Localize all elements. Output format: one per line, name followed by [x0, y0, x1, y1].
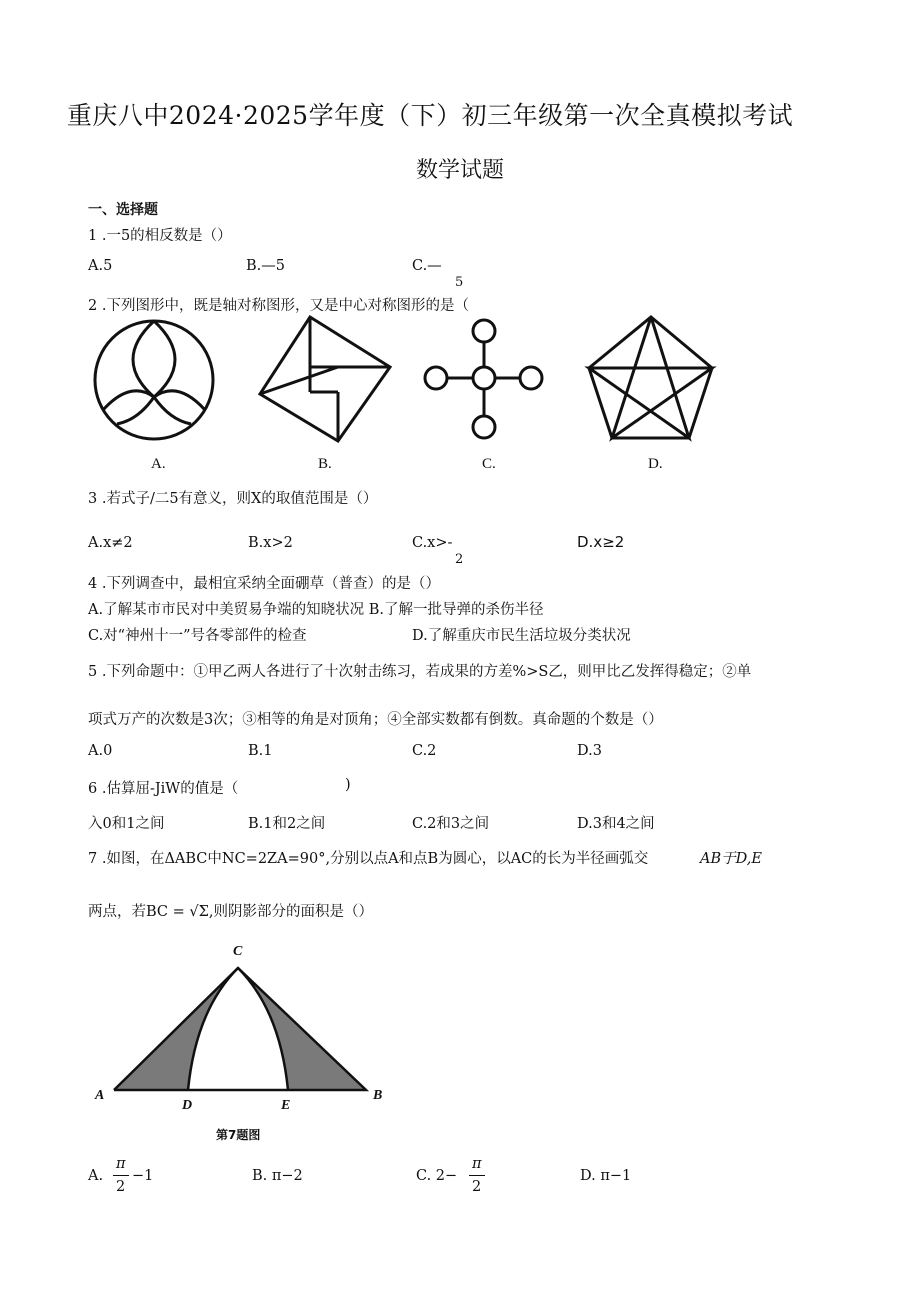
q7-option-a-tail: −1: [132, 1168, 154, 1184]
q6-option-d: D.3和4之间: [577, 816, 655, 832]
q7-option-a-numerator: π: [116, 1156, 126, 1172]
q4-option-c: C.对“神州十一”号各零部件的检查: [88, 628, 307, 644]
question-1: 1 .一5的相反数是（）: [88, 228, 232, 244]
point-c-label: C: [233, 944, 243, 959]
q2-option-c: C.: [482, 456, 496, 472]
q2-option-b: B.: [318, 456, 332, 472]
question-7-line-1: 7 .如图，在ΔABC中NC=2ZA=90°,分别以点A和点B为圆心，以AC的长为半径画弧交: [88, 851, 649, 867]
question-6-close: ): [345, 777, 351, 793]
q4-option-ab: A.了解某市市民对中美贸易争端的知晓状况 B.了解一批导弹的杀伤半径: [88, 602, 544, 618]
question-7-line-1-end: AB于D,E: [700, 851, 762, 867]
q1-option-c: C.—: [412, 258, 442, 274]
q3-option-a: A.x≠2: [88, 535, 133, 551]
q2-option-a: A.: [151, 456, 166, 472]
question-7-line-2: 两点，若BC = √Σ,则阴影部分的面积是（）: [88, 904, 373, 920]
q1-option-b: B.—5: [246, 258, 285, 274]
section-heading: 一、选择题: [88, 202, 158, 218]
question-2: 2 .下列图形中，既是轴对称图形，又是中心对称图形的是（: [88, 298, 469, 314]
point-b-label: B: [373, 1088, 383, 1103]
page-subtitle: 数学试题: [415, 158, 504, 183]
q3-option-b: B.x>2: [248, 535, 293, 551]
question-6: 6 .估算屈-JiW的值是（: [88, 781, 239, 797]
q7-option-d: D. π−1: [580, 1168, 632, 1184]
point-a-label: A: [95, 1088, 105, 1103]
q7-option-c-fraction-bar: [469, 1175, 485, 1176]
q7-option-a-prefix: A.: [88, 1168, 104, 1184]
figure-caption: 第7题图: [216, 1128, 261, 1142]
q1-option-c-denominator: 5: [455, 275, 464, 290]
q6-option-a: 入0和1之间: [88, 816, 165, 832]
q7-option-a-fraction-bar: [113, 1175, 129, 1176]
page-title: 重庆八中2024·2025学年度（下）初三年级第一次全真模拟考试: [66, 101, 794, 130]
q5-option-a: A.0: [88, 743, 113, 759]
question-5-line-2: 项式万产的次数是3次；③相等的角是对顶角；④全部实数都有倒数。真命题的个数是（）: [88, 712, 663, 728]
q7-option-c-denominator: 2: [472, 1179, 482, 1195]
q1-option-a: A.5: [88, 258, 113, 274]
q3-option-c: C.x>-: [412, 535, 453, 551]
q5-option-b: B.1: [248, 743, 273, 759]
question-5-line-1: 5 .下列命题中：①甲乙两人各进行了十次射击练习，若成果的方差%>S乙，则甲比乙发挥得稳定；②单: [88, 664, 752, 680]
point-e-label: E: [281, 1098, 291, 1113]
q7-option-a-denominator: 2: [116, 1179, 126, 1195]
q7-option-c-numerator: π: [472, 1156, 482, 1172]
point-d-label: D: [182, 1098, 193, 1113]
q7-option-c-prefix: C. 2−: [416, 1168, 458, 1184]
q7-option-b: B. π−2: [252, 1168, 303, 1184]
q5-option-c: C.2: [412, 743, 437, 759]
q4-option-d: D.了解重庆市民生活垃圾分类状况: [412, 628, 631, 644]
q2-option-d: D.: [648, 456, 663, 472]
q5-option-d: D.3: [577, 743, 602, 759]
q6-option-b: B.1和2之间: [248, 816, 326, 832]
q6-option-c: C.2和3之间: [412, 816, 490, 832]
question-4: 4 .下列调查中，最相宜采纳全面硼草（普查）的是（）: [88, 576, 440, 592]
q3-option-c-denominator: 2: [455, 552, 464, 567]
question-3: 3 .若式子/二5有意义，则X的取值范围是（）: [88, 491, 378, 507]
q3-option-d: D.x≥2: [577, 533, 625, 551]
